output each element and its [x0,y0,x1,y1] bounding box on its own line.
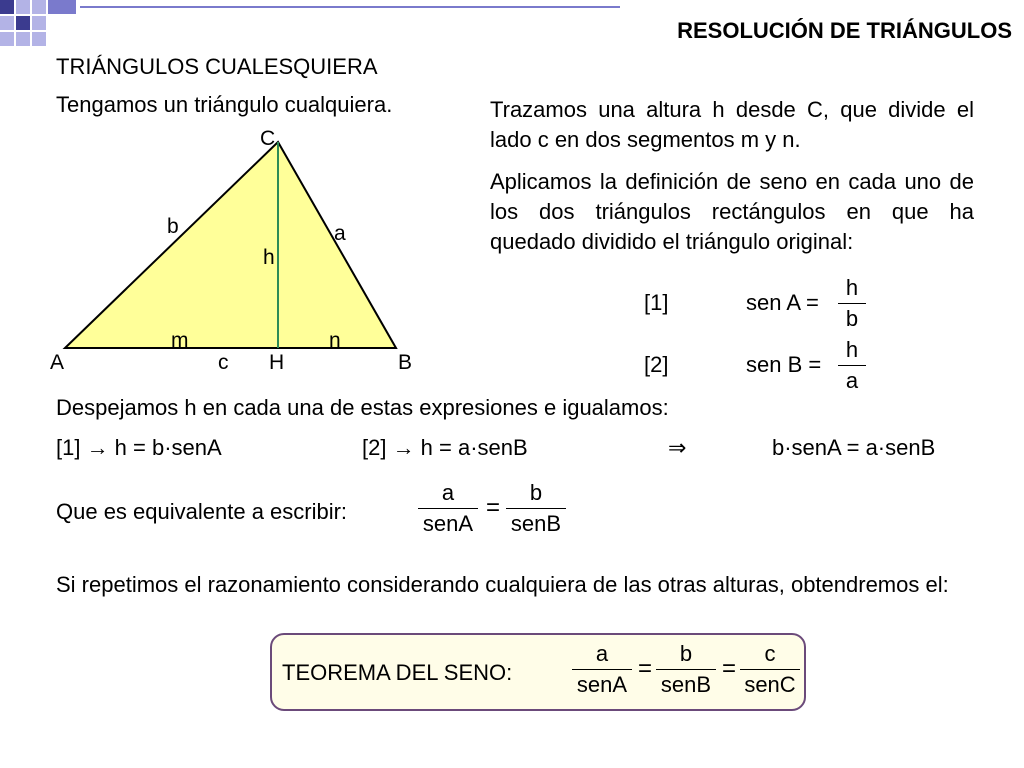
result-2: [2] → h = a·senB [362,435,528,460]
implies-icon: ⇒ [668,435,687,460]
theorem-denominator-a: senA [576,672,628,697]
eq1-tag: [1] [644,290,669,315]
eq2-fraction [838,337,866,394]
label-h: h [263,246,275,269]
page-title: RESOLUCIÓN DE TRIÁNGULOS [677,18,1012,43]
theorem-denominator-c: senC [744,672,796,697]
equiv-fraction-a [418,480,478,537]
eq2-numerator: h [845,337,859,362]
subtitle: TRIÁNGULOS CUALESQUIERA [56,54,378,79]
equivalente-text: Que es equivalente a escribir: [56,499,348,524]
theorem-numerator-b: b [679,641,693,666]
label-A: A [50,351,65,374]
paragraph-altura: Trazamos una altura h desde C, que divide el lado c en dos segmentos m y n. [490,97,974,152]
paragraph-seno: Aplicamos la definición de seno en cada uno de los dos triángulos rectángulos en que ha quedado dividido el triángulo original: [490,169,974,254]
label-n: n [329,329,341,352]
theorem-fraction-a [572,641,632,698]
eq2-lhs: sen B = [746,352,822,377]
equiv-fraction-b [506,480,566,537]
equiv-denominator-a: senA [422,511,474,536]
equiv-denominator-b: senB [510,511,562,536]
eq2-tag: [2] [644,352,669,377]
theorem-equals-2: = [722,655,737,682]
theorem-numerator-c: c [764,641,776,666]
theorem-numerator-a: a [595,641,609,666]
theorem-fraction-c [740,641,800,698]
label-H: H [269,351,285,374]
label-c: c [218,351,229,374]
theorem-denominator-b: senB [660,672,712,697]
repetimos-text: Si repetimos el razonamiento considerando cualquiera de las otras alturas, obtendremos el: [56,572,949,597]
eq1-denominator: b [845,306,859,331]
header-rule [80,6,620,8]
equiv-equals: = [486,494,501,521]
equiv-numerator-a: a [441,480,455,505]
label-b: b [167,215,179,238]
despejamos-text: Despejamos h en cada una de estas expresiones e igualamos: [56,395,669,420]
result-3: b·senA = a·senB [772,435,936,460]
eq1-lhs: sen A = [746,290,819,315]
equiv-numerator-b: b [529,480,543,505]
intro-text: Tengamos un triángulo cualquiera. [56,92,393,117]
label-m: m [171,329,189,352]
triangle-diagram [40,125,440,385]
result-1: [1] → h = b·senA [56,435,222,460]
eq2-denominator: a [845,368,859,393]
label-C: C [260,127,276,150]
theorem-label: TEOREMA DEL SENO: [282,660,513,685]
theorem-fraction-b [656,641,716,698]
eq1-numerator: h [845,275,859,300]
label-a: a [334,222,346,245]
label-B: B [398,351,413,374]
eq1-fraction [838,275,866,332]
theorem-equals-1: = [638,655,653,682]
triangle-shape [65,142,396,348]
